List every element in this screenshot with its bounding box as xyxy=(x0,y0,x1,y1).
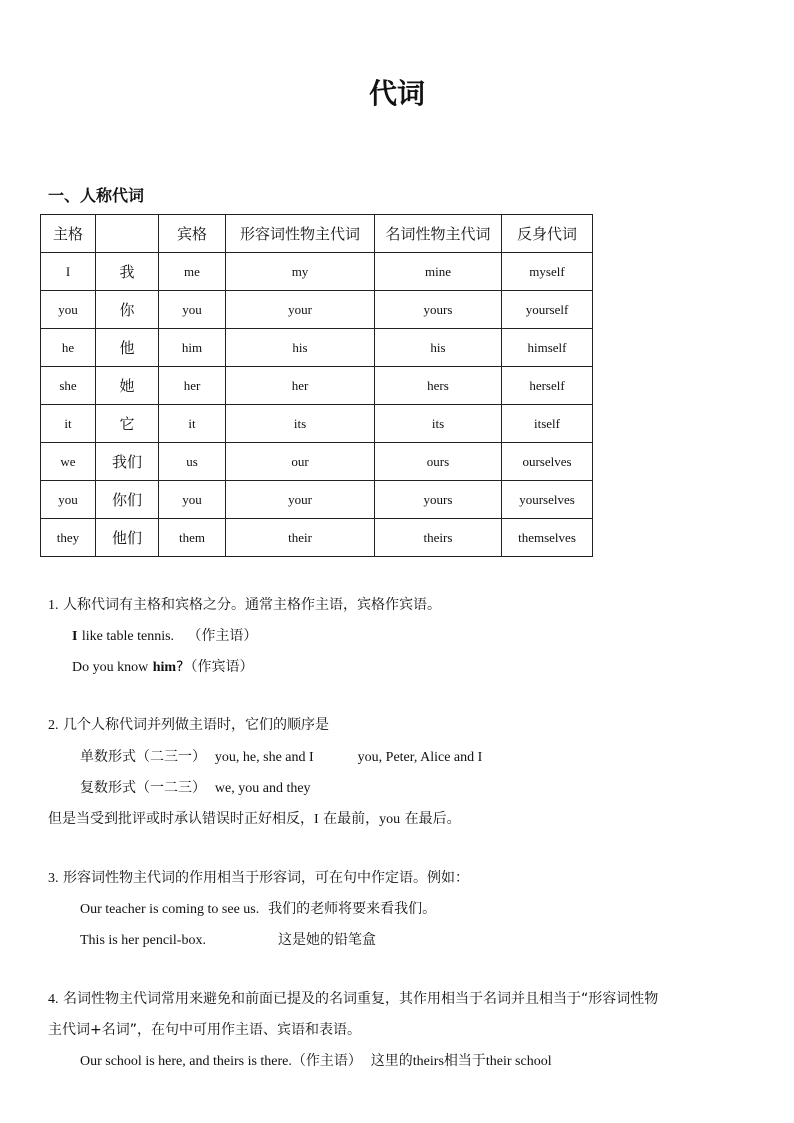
example-text: like table tennis. xyxy=(81,629,175,644)
table-cell: she xyxy=(41,367,96,405)
table-row xyxy=(41,329,593,367)
table-cell: mine xyxy=(375,253,502,291)
table-cell: herself xyxy=(502,367,593,405)
example-translation: 这是她的铅笔盒 xyxy=(277,932,376,948)
table-cell: you xyxy=(41,481,96,519)
table-cell: his xyxy=(226,329,375,367)
table-cell: yours xyxy=(375,481,502,519)
table-header: 名词性物主代词 xyxy=(375,215,502,253)
table-cell: yours xyxy=(375,291,502,329)
point-2 xyxy=(48,714,329,734)
table-cell: their xyxy=(226,519,375,557)
example-explanation: 这里的 xyxy=(370,1053,413,1069)
example-line xyxy=(80,929,376,949)
table-cell: them xyxy=(159,519,226,557)
table-cell: we xyxy=(41,443,96,481)
point-text: 人称代词有主格和宾格之分。通常主格作主语，宾格作宾语。 xyxy=(62,597,441,613)
table-cell: his xyxy=(375,329,502,367)
table-cell: themselves xyxy=(502,519,593,557)
table-cell: our xyxy=(226,443,375,481)
section-heading-personal-pronouns: 一、人称代词 xyxy=(48,186,145,205)
example-note: （作主语） xyxy=(187,628,258,644)
pronoun-table xyxy=(40,214,593,557)
table-cell: 她 xyxy=(96,367,159,405)
point-text: 名词性物主代词常用来避免和前面已提及的名词重复，其作用相当于名词并且相当于“形容词性物 xyxy=(62,991,659,1007)
table-row xyxy=(41,519,593,557)
table-cell: 他 xyxy=(96,329,159,367)
table-header-row xyxy=(41,215,593,253)
point-text: 形容词性物主代词的作用相当于形容词，可在句中作定语。例如： xyxy=(62,870,469,886)
example-explanation: 相当于 xyxy=(443,1053,486,1069)
example-sentence xyxy=(72,656,253,676)
table-cell: myself xyxy=(502,253,593,291)
table-header: 形容词性物主代词 xyxy=(226,215,375,253)
table-header: 反身代词 xyxy=(502,215,593,253)
table-cell: her xyxy=(159,367,226,405)
table-cell: ours xyxy=(375,443,502,481)
example-text: we, you and they xyxy=(214,781,311,796)
table-header: 主格 xyxy=(41,215,96,253)
table-cell: they xyxy=(41,519,96,557)
example-sentence xyxy=(72,625,257,645)
table-cell: it xyxy=(41,405,96,443)
table-cell: my xyxy=(226,253,375,291)
table-cell: you xyxy=(41,291,96,329)
plural-label: 复数形式（一二三） xyxy=(80,780,206,796)
table-cell: himself xyxy=(502,329,593,367)
point-number: 4. xyxy=(48,992,59,1007)
example-text: you, Peter, Alice and I xyxy=(357,750,483,765)
example-text: Our school is here, and theirs is there. xyxy=(80,1054,292,1069)
table-cell: 我们 xyxy=(96,443,159,481)
point-number: 3. xyxy=(48,871,59,886)
table-row xyxy=(41,443,593,481)
point-3 xyxy=(48,867,469,887)
example-note: （作主语） xyxy=(291,1053,362,1069)
example-note: ?（作宾语） xyxy=(176,659,254,675)
table-header xyxy=(96,215,159,253)
table-cell: you xyxy=(159,291,226,329)
table-row xyxy=(41,367,593,405)
example-line xyxy=(80,1050,552,1070)
point-text: 主代词+名词”，在句中可用作主语、宾语和表语。 xyxy=(48,1022,361,1038)
table-cell: he xyxy=(41,329,96,367)
table-cell: 我 xyxy=(96,253,159,291)
table-cell: her xyxy=(226,367,375,405)
note-line xyxy=(48,808,461,828)
table-row xyxy=(41,253,593,291)
point-number: 2. xyxy=(48,718,59,733)
example-translation: 我们的老师将要来看我们。 xyxy=(268,901,437,917)
table-row xyxy=(41,291,593,329)
point-number: 1. xyxy=(48,598,59,613)
example-bold-word: him xyxy=(152,660,177,675)
table-row xyxy=(41,481,593,519)
table-cell: 你 xyxy=(96,291,159,329)
example-text: you, he, she and I xyxy=(214,750,314,765)
note-text: 在最后。 xyxy=(404,811,461,827)
example-line xyxy=(80,898,436,918)
table-row xyxy=(41,405,593,443)
table-cell: its xyxy=(226,405,375,443)
point-4 xyxy=(48,988,658,1008)
table-cell: your xyxy=(226,291,375,329)
example-line xyxy=(80,746,482,766)
point-text: 几个人称代词并列做主语时，它们的顺序是 xyxy=(62,717,329,733)
table-cell: hers xyxy=(375,367,502,405)
example-text: Do you know xyxy=(72,660,149,675)
table-cell: you xyxy=(159,481,226,519)
table-cell: me xyxy=(159,253,226,291)
note-text: I xyxy=(314,812,319,827)
example-text: Our teacher is coming to see us. xyxy=(80,902,260,917)
table-cell: ourselves xyxy=(502,443,593,481)
note-text: 但是当受到批评或时承认错误时正好相反， xyxy=(48,811,314,827)
example-text: This is her pencil-box. xyxy=(80,933,206,948)
table-cell: 你们 xyxy=(96,481,159,519)
table-cell: 他们 xyxy=(96,519,159,557)
table-cell: theirs xyxy=(375,519,502,557)
table-cell: its xyxy=(375,405,502,443)
table-header: 宾格 xyxy=(159,215,226,253)
point-1 xyxy=(48,594,441,614)
table-cell: yourself xyxy=(502,291,593,329)
table-cell: yourselves xyxy=(502,481,593,519)
singular-label: 单数形式（二三一） xyxy=(80,749,206,765)
note-text: you xyxy=(379,812,401,827)
page-title: 代词 xyxy=(368,77,425,110)
note-text: 在最前， xyxy=(323,811,380,827)
table-cell: it xyxy=(159,405,226,443)
table-cell: I xyxy=(41,253,96,291)
example-explanation: theirs xyxy=(412,1054,444,1069)
table-cell: 它 xyxy=(96,405,159,443)
point-4-continued xyxy=(48,1019,361,1039)
table-cell: us xyxy=(159,443,226,481)
table-cell: itself xyxy=(502,405,593,443)
table-cell: your xyxy=(226,481,375,519)
example-line xyxy=(80,777,311,797)
example-bold-word: I xyxy=(72,629,78,644)
example-explanation: their school xyxy=(485,1054,552,1069)
table-cell: him xyxy=(159,329,226,367)
